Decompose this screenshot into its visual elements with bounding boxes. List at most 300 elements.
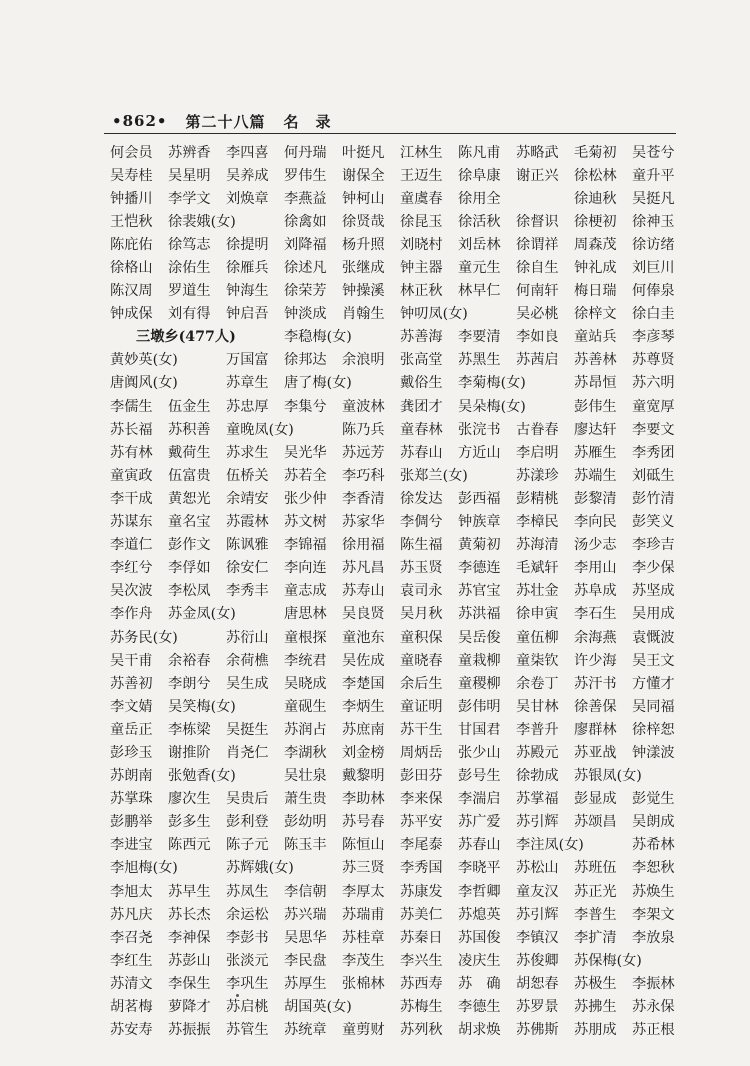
person-name: 苏阜成 [574,583,617,600]
person-name: 胡茗梅 [110,999,153,1016]
person-name: 童剪财 [342,1022,385,1039]
person-name: 李晓平 [458,860,501,877]
person-name: 吴光华 [284,444,327,461]
person-name: 钟播川 [110,190,153,207]
person-name: 张勉香(女) [168,768,236,785]
person-name: 童春林 [400,421,443,438]
person-name: 廖达轩 [574,421,617,438]
person-name: 苏善海 [400,329,443,346]
person-name: 苏朗南 [110,768,153,785]
person-name: 陈子元 [226,837,269,854]
person-name: 周炳岳 [400,744,443,761]
person-name: 袁司永 [400,583,443,600]
person-name: 李栋梁 [168,721,211,738]
person-name: 钟主器 [400,260,443,277]
person-name: 李统君 [284,652,327,669]
person-name: 吴月秋 [400,606,443,623]
person-name: 苏善林 [574,352,617,369]
person-name: 苏远芳 [342,444,385,461]
person-name: 苏松山 [516,860,559,877]
person-name: 吴壮泉 [284,768,327,785]
person-name: 苏玉贤 [400,560,443,577]
person-name: 彭显成 [574,791,617,808]
person-name: 胡国英(女) [284,999,352,1016]
page-number: •862• [112,112,168,130]
name-row [110,348,690,371]
person-name: 彭利登 [226,814,269,831]
person-name: 苏颂昌 [574,814,617,831]
name-row [110,394,690,417]
person-name: 苏平安 [400,814,443,831]
person-name: 李德连 [458,560,501,577]
person-name: 吴思华 [284,929,327,946]
person-name: 吴挺凡 [632,190,675,207]
header-rule [104,133,676,134]
person-name: 吴养成 [226,167,269,184]
person-name: 苏安寿 [110,1022,153,1039]
name-row [110,902,690,925]
person-name: 肖尧仁 [226,744,269,761]
person-name: 李秀团 [632,444,675,461]
person-name: 苏保梅(女) [574,952,642,969]
name-row [110,140,690,163]
name-row [110,463,690,486]
person-name: 方懂才 [632,675,675,692]
person-name: 唐了梅(女) [284,375,352,392]
name-row [110,325,690,348]
person-name: 张少山 [458,744,501,761]
person-name: 李道仁 [110,537,153,554]
person-name: 苏雁生 [574,444,617,461]
name-row [110,671,690,694]
person-name: 徐督识 [516,213,559,230]
person-name: 童元生 [458,260,501,277]
person-name: 吴寿桂 [110,167,153,184]
person-name: 苏秦日 [400,929,443,946]
person-name: 苏美仁 [400,906,443,923]
person-name: 李朗兮 [168,675,211,692]
name-row [110,279,690,302]
person-name: 苏漾珍 [516,467,559,484]
person-name: 黄妙英(女) [110,352,178,369]
person-name: 吴良贤 [342,606,385,623]
person-name: 苏厚生 [284,975,327,992]
name-row [110,186,690,209]
person-name: 李巩生 [226,975,269,992]
person-name: 袁慨波 [632,629,675,646]
name-row [110,232,690,255]
person-name: 余海燕 [574,629,617,646]
person-name: 李茂生 [342,952,385,969]
person-name: 刘有得 [168,306,211,323]
person-name: 李作舟 [110,606,153,623]
person-name: 彭珍玉 [110,744,153,761]
name-row [110,625,690,648]
person-name: 苏坚成 [632,583,675,600]
person-name: 李湖秋 [284,744,327,761]
person-name: 钟族章 [458,514,501,531]
section-heading: 三墩乡(477人) [136,329,236,346]
name-row [110,440,690,463]
person-name: 苏海清 [516,537,559,554]
person-name: 苏求生 [226,444,269,461]
person-name: 童岳正 [110,721,153,738]
person-name: 童寅政 [110,467,153,484]
person-name: 古眷春 [516,421,559,438]
person-name: 吴王文 [632,652,675,669]
person-name: 徐用福 [342,537,385,554]
person-name: 萧生贵 [284,791,327,808]
person-name: 刘晓村 [400,236,443,253]
person-name: 彭伟生 [574,398,617,415]
name-row [110,971,690,994]
person-name: 苏章生 [226,375,269,392]
person-name: 徐禽如 [284,213,327,230]
person-name: 李来保 [400,791,443,808]
person-name: 苏熄英 [458,906,501,923]
person-name: 苏尊贤 [632,352,675,369]
person-name: 钟淡成 [284,306,327,323]
person-name: 徐梓文 [574,306,617,323]
person-name: 李要文 [632,421,675,438]
person-name: 苏朋成 [574,1022,617,1039]
name-row [110,948,690,971]
name-row [110,1018,690,1041]
person-name: 苏寿山 [342,583,385,600]
person-name: 童晓春 [400,652,443,669]
person-name: 彭作文 [168,537,211,554]
person-name: 张郑兰(女) [400,467,468,484]
person-name: 苏正根 [632,1022,675,1039]
person-name: 苏佛斯 [516,1022,559,1039]
name-row [110,925,690,948]
person-name: 苏永保 [632,999,675,1016]
person-name: 钟海生 [226,283,269,300]
person-name: 苏干生 [400,721,443,738]
person-name: 徐善保 [574,698,617,715]
name-row [110,533,690,556]
name-row [110,579,690,602]
person-name: 彭笑义 [632,514,675,531]
person-name: 苏端生 [574,467,617,484]
person-name: 童志成 [284,583,327,600]
person-name: 童栽柳 [458,652,501,669]
person-name: 王恺秋 [110,213,153,230]
person-name: 汤少志 [574,537,617,554]
name-row [110,787,690,810]
name-row [110,694,690,717]
section-title: 名 录 [283,112,332,131]
person-name: 甘国君 [458,721,501,738]
person-name: 苏家华 [342,514,385,531]
person-name: 苏拂生 [574,999,617,1016]
person-name: 童晚凤(女) [226,421,294,438]
person-name: 吴用成 [632,606,675,623]
name-row [110,209,690,232]
person-name: 徐荣芳 [284,283,327,300]
person-name: 徐梗初 [574,213,617,230]
person-name: 张继成 [342,260,385,277]
person-name: 李召尧 [110,929,153,946]
person-name: 李进宝 [110,837,153,854]
person-name: 徐邦达 [284,352,327,369]
person-name: 彭多生 [168,814,211,831]
person-name: 余裕春 [168,652,211,669]
person-name: 童柒钦 [516,652,559,669]
person-name: 苏广爱 [458,814,501,831]
person-name: 陈西元 [168,837,211,854]
person-name: 何俸泉 [632,283,675,300]
person-name: 童积保 [400,629,443,646]
person-name: 黄菊初 [458,537,501,554]
person-name: 苏列秋 [400,1022,443,1039]
person-name: 苏正光 [574,883,617,900]
person-name: 苏振振 [168,1022,211,1039]
person-name: 苏凡昌 [342,560,385,577]
person-name: 苏积善 [168,421,211,438]
person-name: 苏焕生 [632,883,675,900]
name-row [110,371,690,394]
person-name: 徐述凡 [284,260,327,277]
name-row [110,417,690,440]
part-label: 第二十八篇 [185,112,266,131]
person-name: 李兴生 [400,952,443,969]
person-name: 李用山 [574,560,617,577]
person-name: 苏春山 [458,837,501,854]
person-name: 苏银凤(女) [574,768,642,785]
page-header [112,108,672,134]
person-name: 吴次波 [110,583,153,600]
name-row [110,602,690,625]
person-name: 彭精桃 [516,490,559,507]
person-name: 叶挺凡 [342,144,385,161]
person-name: 何会员 [110,144,153,161]
person-name: 苏瑞甫 [342,906,385,923]
person-name: 李香清 [342,490,385,507]
name-row [110,163,690,186]
person-name: 苏昂恒 [574,375,617,392]
person-name: 伍富贵 [168,467,211,484]
person-name: 苏清文 [110,975,153,992]
person-name: 吴晓成 [284,675,327,692]
person-name: 徐裴娥(女) [168,213,236,230]
person-name: 吴朗成 [632,814,675,831]
name-row [110,717,690,740]
person-name: 李信朝 [284,883,327,900]
person-name: 吴岳俊 [458,629,501,646]
person-name: 苏忠厚 [226,398,269,415]
person-name: 徐神玉 [632,213,675,230]
person-name: 童根探 [284,629,327,646]
person-name: 毛菊初 [574,144,617,161]
person-name: 徐活秋 [458,213,501,230]
person-name: 苏衍山 [226,629,269,646]
person-name: 李集兮 [284,398,327,415]
person-name: 苏号春 [342,814,385,831]
person-name: 李干成 [110,490,153,507]
person-name: 余荷樵 [226,652,269,669]
person-name: 李菊梅(女) [458,375,526,392]
name-row [110,810,690,833]
person-name: 李放泉 [632,929,675,946]
person-name: 苏西寿 [400,975,443,992]
person-name: 廖次生 [168,791,211,808]
person-name: 肖翰生 [342,306,385,323]
person-name: 徐自生 [516,260,559,277]
person-name: 苏六明 [632,375,675,392]
person-name: 陈庇佑 [110,236,153,253]
person-name: 陈凡甫 [458,144,501,161]
name-row [110,764,690,787]
person-name: 苏引辉 [516,906,559,923]
person-name: 苏国俊 [458,929,501,946]
person-name: 苏 确 [458,975,501,992]
person-name: 徐访绪 [632,236,675,253]
person-name: 苏洪福 [458,606,501,623]
person-name: 彭西福 [458,490,501,507]
person-name: 苏辉娥(女) [226,860,294,877]
person-name: 李锦福 [284,537,327,554]
person-name: 苏掌珠 [110,791,153,808]
person-name: 吴必桃 [516,306,559,323]
name-row [110,833,690,856]
person-name: 吴挺生 [226,721,269,738]
person-name: 苏庶南 [342,721,385,738]
person-name: 吴生成 [226,675,269,692]
person-name: 李秀丰 [226,583,269,600]
person-name: 彭田芬 [400,768,443,785]
person-name: 钟成保 [110,306,153,323]
person-name: 苏兴瑞 [284,906,327,923]
person-name: 苏霞林 [226,514,269,531]
person-name: 苏极生 [574,975,617,992]
person-name: 谢保全 [342,167,385,184]
person-name: 许少海 [574,652,617,669]
person-name: 苏希林 [632,837,675,854]
person-name: 李楚国 [342,675,385,692]
person-name: 罗道生 [168,283,211,300]
person-name: 李恕秋 [632,860,675,877]
person-name: 李普生 [574,906,617,923]
person-name: 伍金生 [168,398,211,415]
person-name: 胡求焕 [458,1022,501,1039]
person-name: 李石生 [574,606,617,623]
person-name: 李旭太 [110,883,153,900]
person-name: 苏凡庆 [110,906,153,923]
person-name: 徐梓恕 [632,721,675,738]
person-name: 余后生 [400,675,443,692]
person-name: 苏略武 [516,144,559,161]
person-name: 陈玉丰 [284,837,327,854]
person-name: 唐阗风(女) [110,375,178,392]
person-name: 刘砥生 [632,467,675,484]
person-name: 彭黎清 [574,490,617,507]
person-name: 彭幼明 [284,814,327,831]
person-name: 陈乃兵 [342,421,385,438]
person-name: 李红生 [110,952,153,969]
person-name: 苏金凤(女) [168,606,236,623]
person-name: 苏汗书 [574,675,617,692]
person-name: 李少保 [632,560,675,577]
person-name: 李松凤 [168,583,211,600]
person-name: 苏润占 [284,721,327,738]
name-row [110,994,690,1017]
person-name: 童站兵 [574,329,617,346]
person-name: 林早仁 [458,283,501,300]
person-name: 陈讽雅 [226,537,269,554]
person-name: 毛斌轩 [516,560,559,577]
person-name: 苏启桃 [226,999,269,1016]
name-row [110,879,690,902]
person-name: 张淡元 [226,952,269,969]
person-name: 苏长福 [110,421,153,438]
person-name: 李炳生 [342,698,385,715]
person-name: 李学文 [168,190,211,207]
person-name: 王迈生 [400,167,443,184]
person-name: 李扩清 [574,929,617,946]
person-name: 吴苍兮 [632,144,675,161]
person-name: 李普升 [516,721,559,738]
person-name: 李巧科 [342,467,385,484]
person-name: 吴星明 [168,167,211,184]
person-name: 吴贵后 [226,791,269,808]
person-name: 戴荷生 [168,444,211,461]
person-name: 李保生 [168,975,211,992]
person-name: 唐思林 [284,606,327,623]
person-name: 苏有林 [110,444,153,461]
name-row [110,302,690,325]
person-name: 龚团才 [400,398,443,415]
person-name: 黄恕光 [168,490,211,507]
person-name: 童伍柳 [516,629,559,646]
person-name: 彭竹清 [632,490,675,507]
person-name: 陈恒山 [342,837,385,854]
person-name: 李旭梅(女) [110,860,178,877]
person-name: 徐贤哉 [342,213,385,230]
person-name: 苏文树 [284,514,327,531]
person-name: 吴朵梅(女) [458,398,526,415]
person-name: 陈汉周 [110,283,153,300]
person-name: 苏殿元 [516,744,559,761]
person-name: 吴同福 [632,698,675,715]
person-name: 钟操溪 [342,283,385,300]
person-name: 江林生 [400,144,443,161]
person-name: 童升平 [632,167,675,184]
person-name: 胡恕春 [516,975,559,992]
person-name: 苏官宝 [458,583,501,600]
person-name: 李哲卿 [458,883,501,900]
person-name: 苏壮金 [516,583,559,600]
person-name: 吴笑梅(女) [168,698,236,715]
person-name: 徐用全 [458,190,501,207]
person-name: 彭鹏举 [110,814,153,831]
person-name: 童稷柳 [458,675,501,692]
person-name: 苏务民(女) [110,629,178,646]
person-name: 童池东 [342,629,385,646]
person-name: 李文婧 [110,698,153,715]
person-name: 徐发达 [400,490,443,507]
person-name: 钟启吾 [226,306,269,323]
person-name: 李民盘 [284,952,327,969]
person-name: 罗伟生 [284,167,327,184]
person-name: 苏梅生 [400,999,443,1016]
person-name: 徐阜康 [458,167,501,184]
person-name: 李秀国 [400,860,443,877]
person-name: 戴黎明 [342,768,385,785]
person-name: 钟漾波 [632,744,675,761]
person-name: 苏春山 [400,444,443,461]
person-name: 周森茂 [574,236,617,253]
